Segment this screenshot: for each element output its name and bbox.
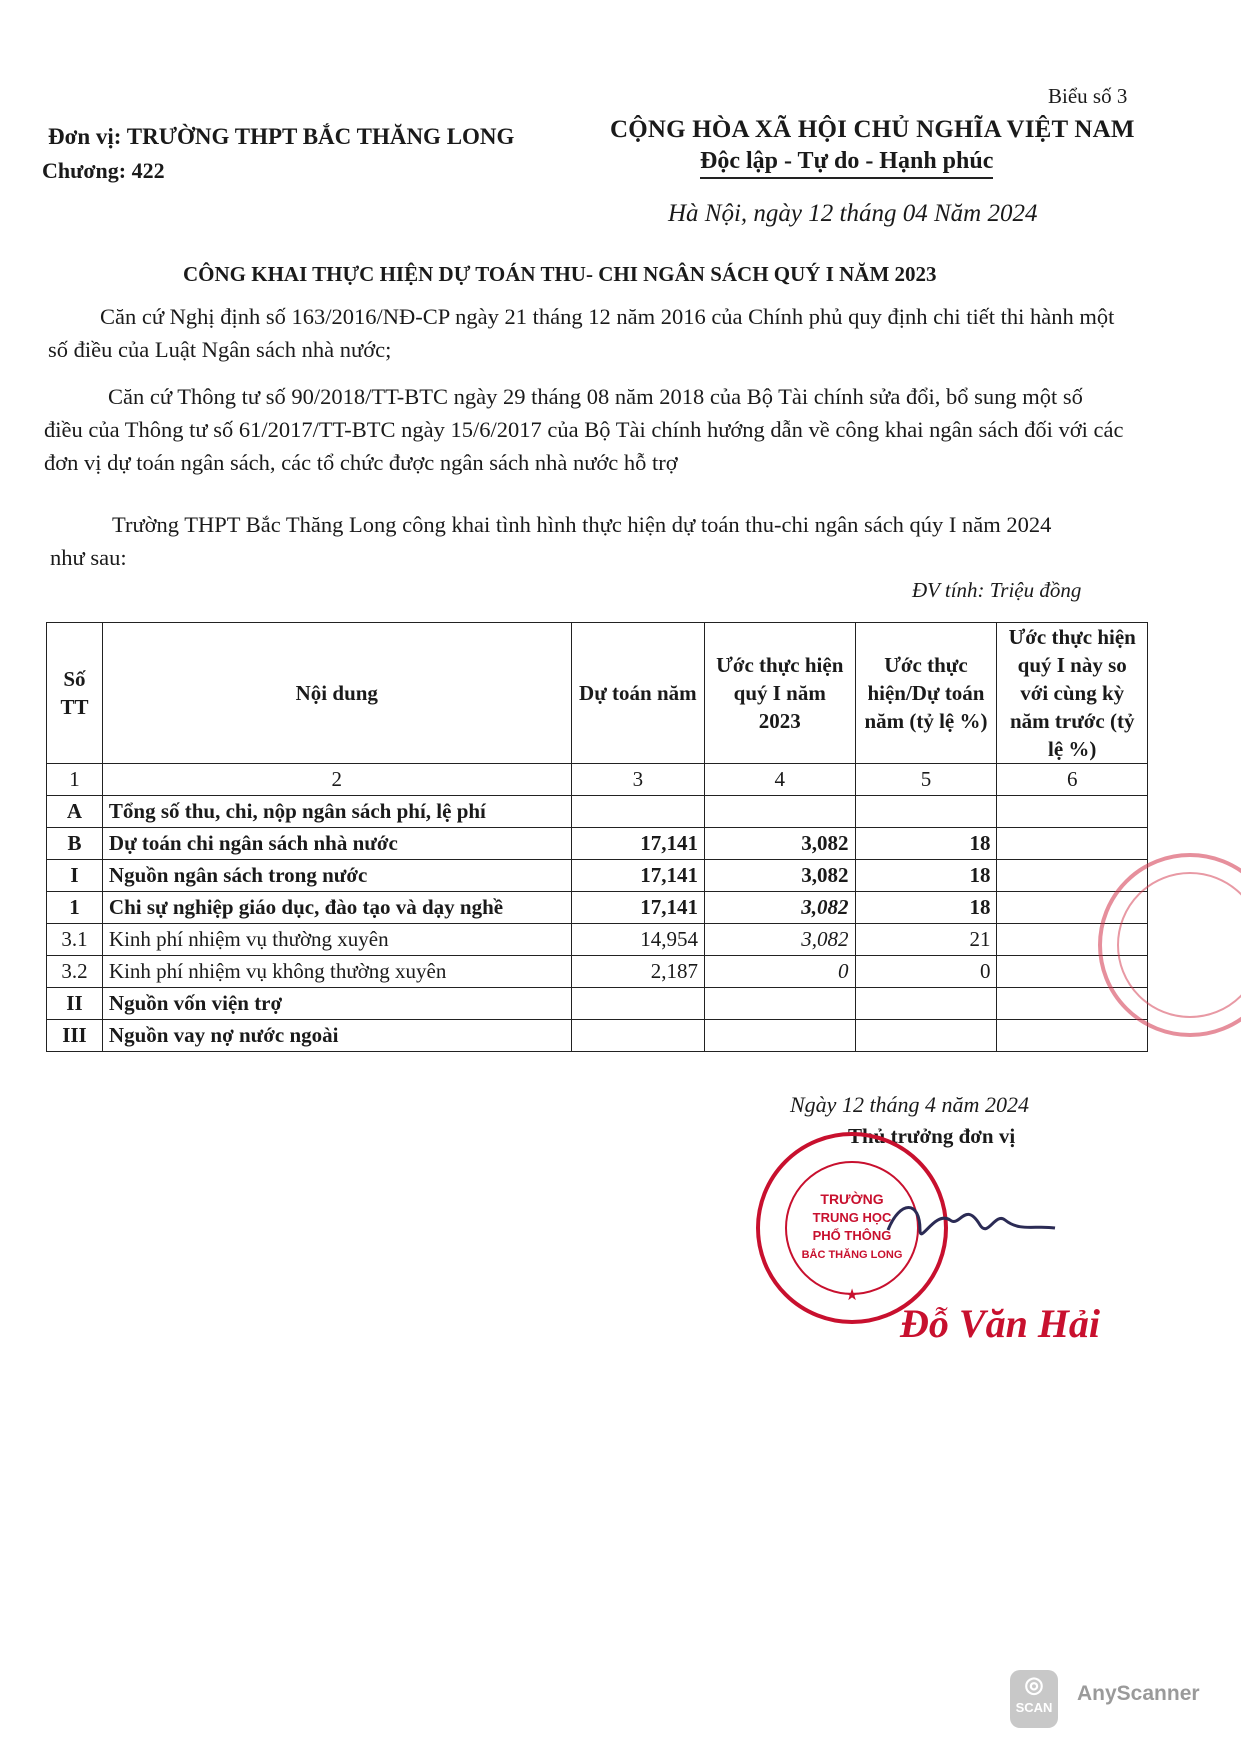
row-stt: II	[47, 988, 103, 1020]
header-estimate: Dự toán năm	[571, 623, 704, 764]
row-ratio-estimate	[855, 988, 997, 1020]
row-estimate: 2,187	[571, 956, 704, 988]
row-estimate	[571, 1020, 704, 1052]
seal-star-icon: ★	[844, 1287, 860, 1304]
table-header-row	[47, 623, 1148, 764]
table-row	[47, 988, 1148, 1020]
document-title: CÔNG KHAI THỰC HIỆN DỰ TOÁN THU- CHI NGÂN SÁCH QUÝ I NĂM 2023	[183, 262, 937, 286]
index-cell: 5	[855, 764, 997, 796]
scanner-logo-text: SCAN	[1015, 1700, 1053, 1715]
row-stt: III	[47, 1020, 103, 1052]
row-estimate: 17,141	[571, 892, 704, 924]
row-stt: 3.2	[47, 956, 103, 988]
row-content: Kinh phí nhiệm vụ không thường xuyên	[102, 956, 571, 988]
row-ratio-estimate: 0	[855, 956, 997, 988]
row-content: Nguồn vốn viện trợ	[102, 988, 571, 1020]
row-q1: 3,082	[705, 892, 856, 924]
row-ratio-estimate	[855, 796, 997, 828]
row-content: Chi sự nghiệp giáo dục, đào tạo và dạy nghề	[102, 892, 571, 924]
signature-date: Ngày 12 tháng 4 năm 2024	[790, 1092, 1029, 1117]
row-content: Nguồn vay nợ nước ngoài	[102, 1020, 571, 1052]
row-stt: I	[47, 860, 103, 892]
table-index-row	[47, 764, 1148, 796]
row-q1: 3,082	[705, 924, 856, 956]
table-row	[47, 892, 1148, 924]
index-cell: 2	[102, 764, 571, 796]
row-estimate	[571, 796, 704, 828]
table-row	[47, 956, 1148, 988]
signer-name: Đỗ Văn Hải	[900, 1301, 1101, 1346]
table-row	[47, 860, 1148, 892]
national-title: CỘNG HÒA XÃ HỘI CHỦ NGHĨA VIỆT NAM	[610, 116, 1135, 143]
camera-icon: ◎	[1024, 1672, 1044, 1697]
row-stt: 3.1	[47, 924, 103, 956]
row-q1	[705, 988, 856, 1020]
row-q1	[705, 1020, 856, 1052]
row-estimate: 14,954	[571, 924, 704, 956]
header-content: Nội dung	[102, 623, 571, 764]
index-cell: 1	[47, 764, 103, 796]
row-ratio-estimate: 21	[855, 924, 997, 956]
table-edge-seal	[1085, 840, 1241, 1050]
row-stt: 1	[47, 892, 103, 924]
table-row	[47, 924, 1148, 956]
row-estimate	[571, 988, 704, 1020]
signature-scribble	[880, 1190, 1060, 1260]
form-number: Biểu số 3	[1048, 84, 1128, 108]
seal-line: TRƯỜNG	[820, 1191, 884, 1207]
row-content: Dự toán chi ngân sách nhà nước	[102, 828, 571, 860]
header-stt: Số TT	[47, 623, 103, 764]
row-q1: 0	[705, 956, 856, 988]
table-row	[47, 796, 1148, 828]
signature-role: Thủ trưởng đơn vị	[848, 1124, 1016, 1148]
row-content: Nguồn ngân sách trong nước	[102, 860, 571, 892]
seal-line: TRUNG HỌC	[812, 1210, 892, 1225]
row-q1: 3,082	[705, 860, 856, 892]
table-row	[47, 828, 1148, 860]
unit-note: ĐV tính: Triệu đồng	[912, 578, 1082, 602]
row-q1	[705, 796, 856, 828]
table-row	[47, 1020, 1148, 1052]
header-ratio-previous: Ước thực hiện quý I này so với cùng kỳ năm trước (tỷ lệ %)	[997, 623, 1148, 764]
legal-basis-paragraph-2: Căn cứ Thông tư số 90/2018/TT-BTC ngày 29 tháng 08 năm 2018 của Bộ Tài chính sửa đổi, bổ sung một số điều của Thông tư số 61/2017/TT-BTC ngày 15/6/2017 của Bộ Tài chính hướng dẫn về công khai ngân sách đối với các đơn vị dự toán ngân sách, các tổ chức được ngân sách nhà nước hỗ trợ	[44, 384, 1124, 475]
index-cell: 3	[571, 764, 704, 796]
budget-table	[46, 622, 1148, 1052]
header-ratio-estimate: Ước thực hiện/Dự toán năm (tỷ lệ %)	[855, 623, 997, 764]
row-stt: B	[47, 828, 103, 860]
row-q1: 3,082	[705, 828, 856, 860]
row-content: Kinh phí nhiệm vụ thường xuyên	[102, 924, 571, 956]
intro-paragraph: Trường THPT Bắc Thăng Long công khai tình hình thực hiện dự toán thu-chi ngân sách qúy I năm 2024 như sau:	[50, 512, 1052, 570]
chapter-code: Chương: 422	[42, 158, 165, 183]
index-cell: 6	[997, 764, 1148, 796]
national-motto: Độc lập - Tự do - Hạnh phúc	[700, 148, 993, 179]
row-estimate: 17,141	[571, 860, 704, 892]
row-content: Tổng số thu, chi, nộp ngân sách phí, lệ phí	[102, 796, 571, 828]
seal-line: PHỔ THÔNG	[812, 1228, 892, 1243]
row-estimate: 17,141	[571, 828, 704, 860]
row-ratio-estimate: 18	[855, 828, 997, 860]
place-date: Hà Nội, ngày 12 tháng 04 Năm 2024	[668, 200, 1038, 227]
header-q1: Ước thực hiện quý I năm 2023	[705, 623, 856, 764]
row-ratio-estimate: 18	[855, 892, 997, 924]
scanner-watermark: AnyScanner	[1077, 1682, 1200, 1705]
row-stt: A	[47, 796, 103, 828]
scanner-logo	[1010, 1670, 1058, 1728]
row-ratio-previous	[997, 796, 1148, 828]
index-cell: 4	[705, 764, 856, 796]
unit-name: Đơn vị: TRƯỜNG THPT BẮC THĂNG LONG	[48, 124, 515, 149]
row-ratio-estimate: 18	[855, 860, 997, 892]
row-ratio-estimate	[855, 1020, 997, 1052]
legal-basis-paragraph-1: Căn cứ Nghị định số 163/2016/NĐ-CP ngày 21 tháng 12 năm 2016 của Chính phủ quy định chi tiết thi hành một số điều của Luật Ngân sách nhà nước;	[48, 304, 1115, 362]
seal-line: BẮC THĂNG LONG	[801, 1249, 903, 1261]
